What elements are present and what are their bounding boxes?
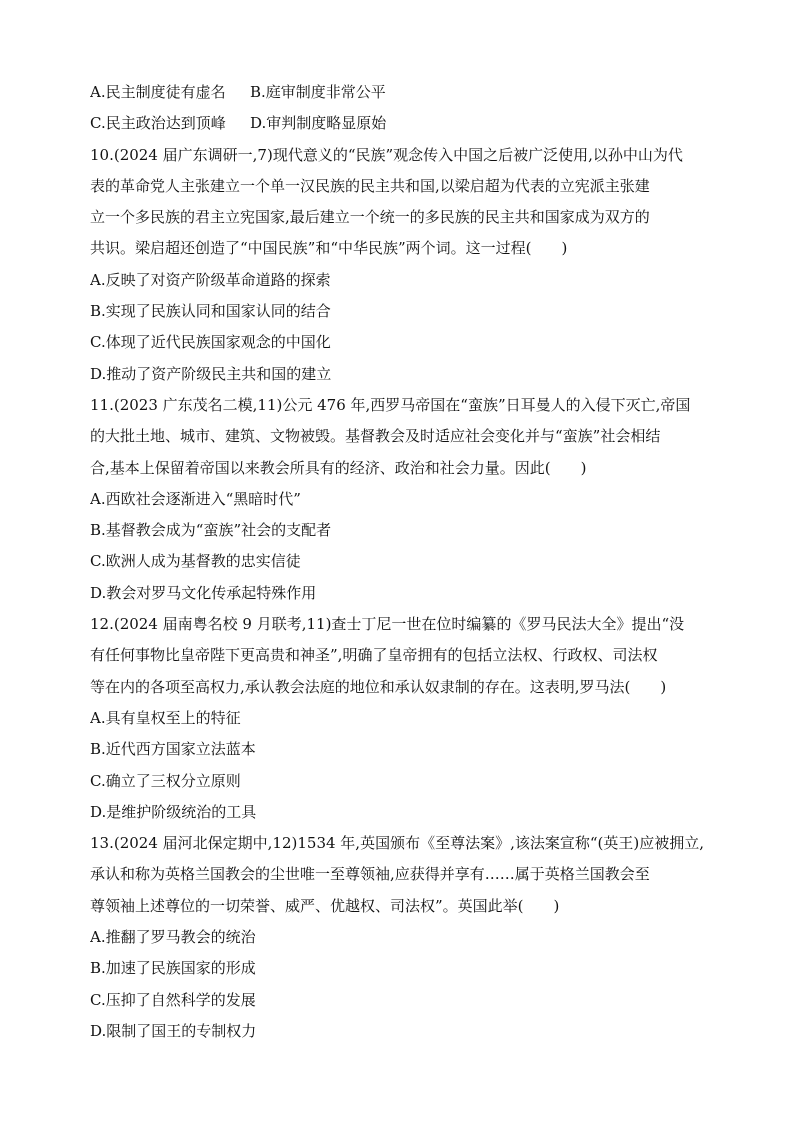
question-stem-line: 表的革命党人主张建立一个单一汉民族的民主共和国,以梁启超为代表的立宪派主张建 <box>90 176 650 195</box>
option-d: D.是维护阶级统治的工具 <box>90 802 257 821</box>
option-b: B.加速了民族国家的形成 <box>90 959 256 978</box>
option-d: D.限制了国王的专制权力 <box>90 1021 257 1040</box>
question-stem-line: 12.(2024 届南粤名校 9 月联考,11)查士丁尼一世在位时编纂的《罗马民法大全》提出“没 <box>90 615 685 634</box>
options-row-cd <box>90 108 714 139</box>
question-stem-line: 承认和称为英格兰国教会的尘世唯一至尊领袖,应获得并享有……属于英格兰国教会至 <box>90 865 650 884</box>
question-stem-line: 立一个多民族的君主立宪国家,最后建立一个统一的多民族的民主共和国家成为双方的 <box>90 208 650 227</box>
option-a: A.反映了对资产阶级革命道路的探索 <box>90 270 331 289</box>
question-stem-line: 的大批土地、城市、建筑、文物被毁。基督教会及时适应社会变化并与“蛮族”社会相结 <box>90 427 661 446</box>
option-b: B.庭审制度非常公平 <box>250 83 386 101</box>
question-stem-line: 10.(2024 届广东调研一,7)现代意义的“民族”观念传入中国之后被广泛使用,以孙中山为代 <box>90 145 683 164</box>
option-a: A.具有皇权至上的特征 <box>90 708 241 727</box>
option-d: D.推动了资产阶级民主共和国的建立 <box>90 364 332 383</box>
option-c: C.压抑了自然科学的发展 <box>90 990 256 1009</box>
option-c: C.民主政治达到顶峰 <box>90 114 226 133</box>
question-12 <box>90 609 714 828</box>
question-stem-line: 等在内的各项至高权力,承认教会法庭的地位和承认奴隶制的存在。这表明,罗马法( ) <box>90 677 667 696</box>
option-a: A.西欧社会逐渐进入“黑暗时代” <box>90 489 301 508</box>
question-11 <box>90 390 714 609</box>
question-9-options <box>90 77 714 140</box>
question-10 <box>90 140 714 390</box>
question-stem-line: 13.(2024 届河北保定期中,12)1534 年,英国颁布《至尊法案》,该法案宣称“(英王)应被拥立, <box>90 834 704 853</box>
option-b: B.基督教会成为“蛮族”社会的支配者 <box>90 521 332 540</box>
option-c: C.确立了三权分立原则 <box>90 771 241 790</box>
option-d: D.教会对罗马文化传承起特殊作用 <box>90 583 317 602</box>
question-stem-line: 尊领袖上述尊位的一切荣誉、威严、优越权、司法权”。英国此举( ) <box>90 896 560 915</box>
option-a: A.推翻了罗马教会的统治 <box>90 928 256 947</box>
question-13 <box>90 828 714 1047</box>
option-b: B.实现了民族认同和国家认同的结合 <box>90 302 331 321</box>
option-b: B.近代西方国家立法蓝本 <box>90 740 256 759</box>
question-stem-line: 11.(2023 广东茂名二模,11)公元 476 年,西罗马帝国在“蛮族”日耳曼人的入侵下灭亡,帝国 <box>90 395 691 414</box>
option-a: A.民主制度徒有虚名 <box>90 83 226 101</box>
option-d: D.审判制度略显原始 <box>250 114 387 133</box>
option-c: C.体现了近代民族国家观念的中国化 <box>90 333 331 352</box>
question-stem-line: 共识。梁启超还创造了“中国民族”和“中华民族”两个词。这一过程( ) <box>90 239 568 258</box>
option-c: C.欧洲人成为基督教的忠实信徒 <box>90 552 301 571</box>
options-row-ab <box>90 77 714 108</box>
question-stem-line: 合,基本上保留着帝国以来教会所具有的经济、政治和社会力量。因此( ) <box>90 458 587 477</box>
question-stem-line: 有任何事物比皇帝陛下更高贵和神圣”,明确了皇帝拥有的包括立法权、行政权、司法权 <box>90 646 658 665</box>
